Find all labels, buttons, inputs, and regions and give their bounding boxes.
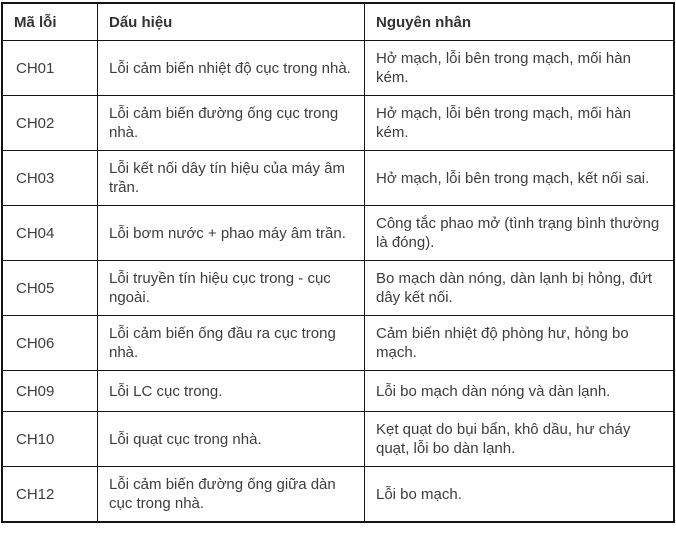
cell-symptom: Lỗi kết nối dây tín hiệu của máy âm trần. — [98, 151, 365, 206]
table-row — [2, 96, 674, 151]
cell-cause: Kẹt quạt do bụi bẩn, khô dầu, hư cháy quạt, lỗi bo dàn lạnh. — [365, 412, 675, 467]
cell-cause: Cảm biến nhiệt độ phòng hư, hỏng bo mạch. — [365, 316, 675, 371]
table-head — [2, 3, 674, 41]
cell-cause: Bo mạch dàn nóng, dàn lạnh bị hỏng, đứt dây kết nối. — [365, 261, 675, 316]
cell-symptom: Lỗi cảm biến đường ống giữa dàn cục trong nhà. — [98, 467, 365, 523]
cell-symptom: Lỗi quạt cục trong nhà. — [98, 412, 365, 467]
cell-symptom: Lỗi LC cục trong. — [98, 371, 365, 412]
error-code-table — [1, 2, 675, 523]
cell-error-code: CH03 — [2, 151, 98, 206]
table-row — [2, 261, 674, 316]
table-body — [2, 41, 674, 523]
cell-error-code: CH10 — [2, 412, 98, 467]
table-header-row — [2, 3, 674, 41]
cell-cause: Hở mạch, lỗi bên trong mạch, mối hàn kém. — [365, 96, 675, 151]
cell-cause: Lỗi bo mạch. — [365, 467, 675, 523]
cell-error-code: CH06 — [2, 316, 98, 371]
cell-error-code: CH09 — [2, 371, 98, 412]
table-row — [2, 151, 674, 206]
cell-symptom: Lỗi truyền tín hiệu cục trong - cục ngoài. — [98, 261, 365, 316]
column-header-symptom: Dấu hiệu — [98, 3, 365, 41]
column-header-error-code: Mã lỗi — [2, 3, 98, 41]
cell-error-code: CH01 — [2, 41, 98, 96]
cell-symptom: Lỗi bơm nước + phao máy âm trần. — [98, 206, 365, 261]
table-row — [2, 316, 674, 371]
cell-error-code: CH02 — [2, 96, 98, 151]
table-row — [2, 412, 674, 467]
cell-symptom: Lỗi cảm biến nhiệt độ cục trong nhà. — [98, 41, 365, 96]
table-row — [2, 467, 674, 523]
cell-cause: Hở mạch, lỗi bên trong mạch, kết nối sai. — [365, 151, 675, 206]
cell-error-code: CH12 — [2, 467, 98, 523]
column-header-cause: Nguyên nhân — [365, 3, 675, 41]
cell-symptom: Lỗi cảm biến đường ống cục trong nhà. — [98, 96, 365, 151]
cell-symptom: Lỗi cảm biến ống đầu ra cục trong nhà. — [98, 316, 365, 371]
cell-error-code: CH04 — [2, 206, 98, 261]
table-row — [2, 41, 674, 96]
cell-cause: Công tắc phao mở (tình trạng bình thường là đóng). — [365, 206, 675, 261]
cell-cause: Hở mạch, lỗi bên trong mạch, mối hàn kém. — [365, 41, 675, 96]
table-row — [2, 206, 674, 261]
cell-cause: Lỗi bo mạch dàn nóng và dàn lạnh. — [365, 371, 675, 412]
cell-error-code: CH05 — [2, 261, 98, 316]
table-row — [2, 371, 674, 412]
